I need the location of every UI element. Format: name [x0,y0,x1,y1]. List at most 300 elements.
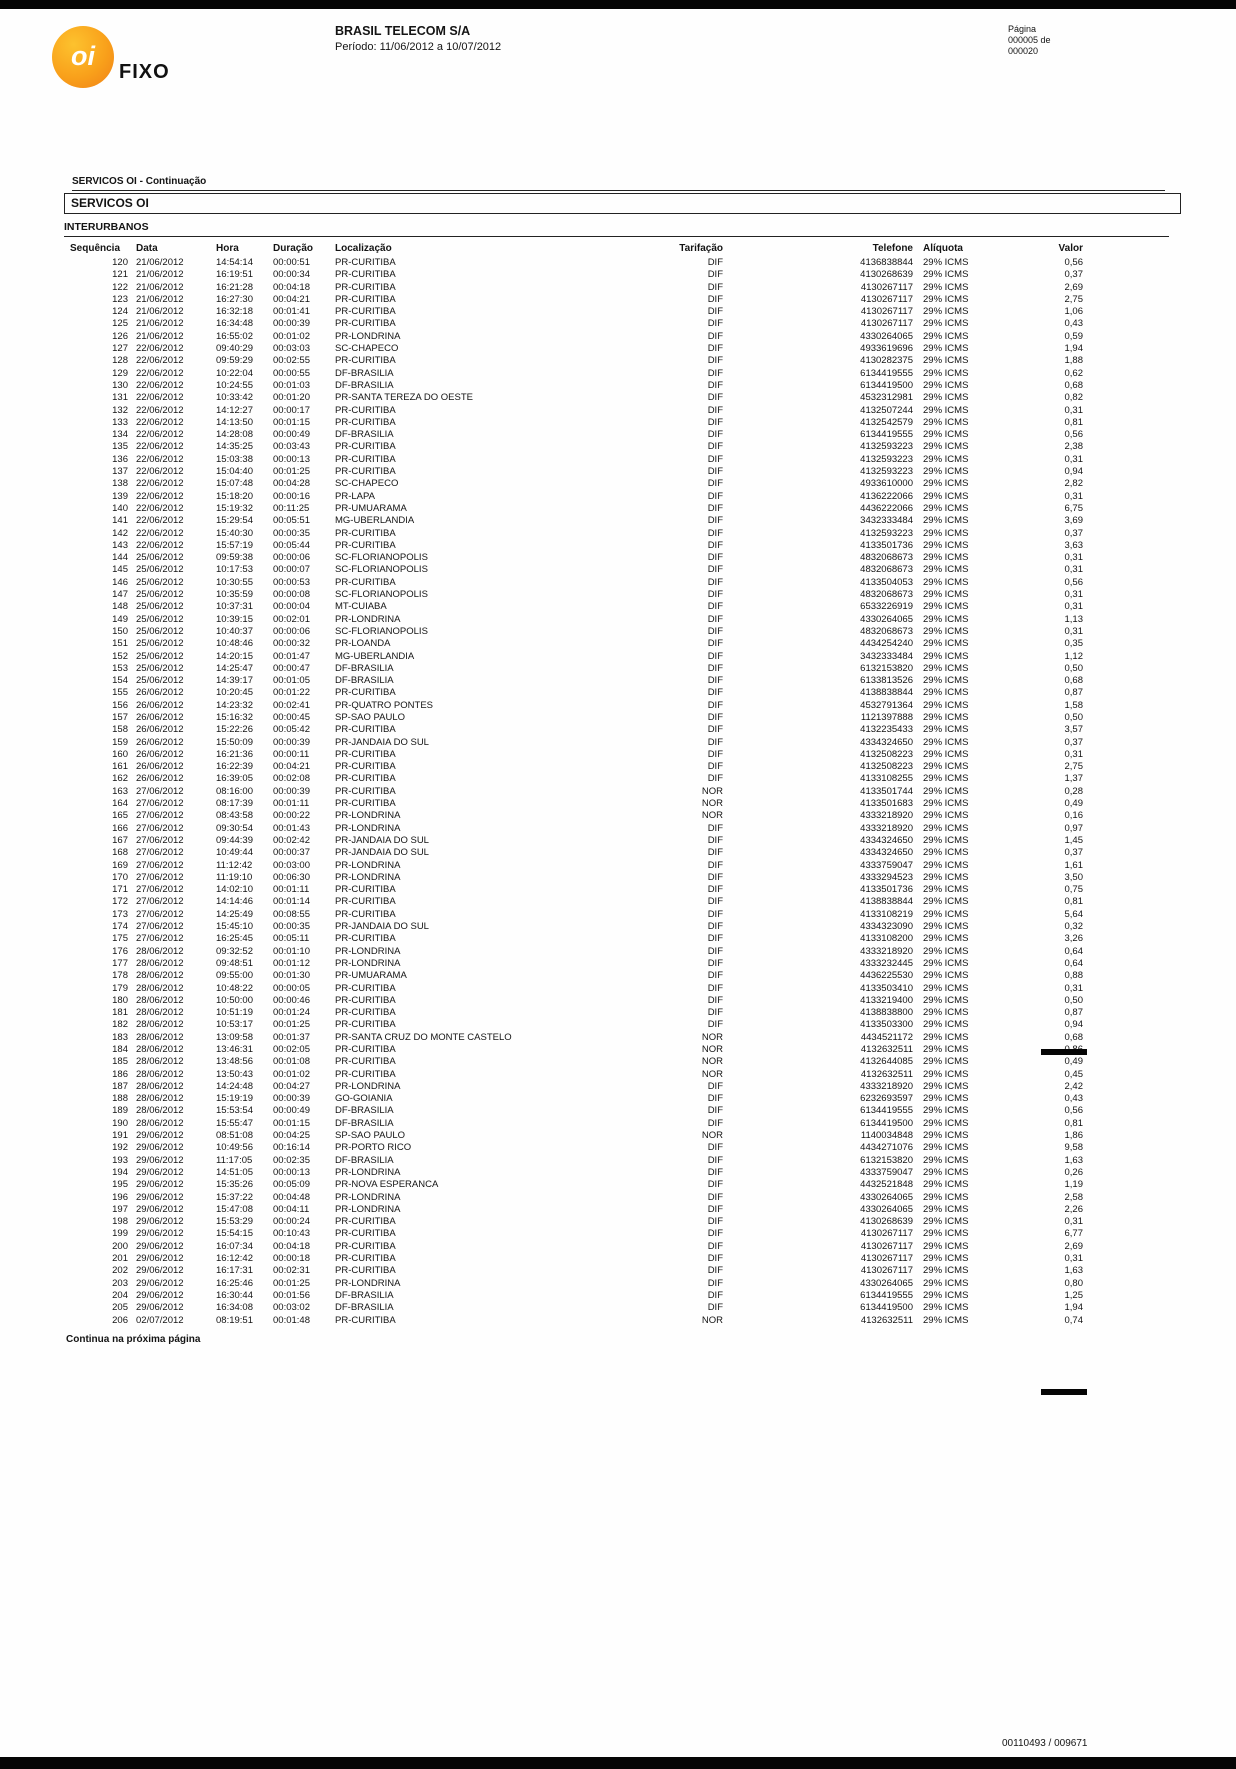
cell-localizacao: PR-CURITIBA [335,453,396,465]
cell-hora: 14:35:25 [216,441,253,453]
cell-localizacao: PR-CURITIBA [335,896,396,908]
cell-hora: 09:48:51 [216,957,253,969]
cell-valor: 2,75 [1064,761,1083,773]
cell-data: 29/06/2012 [136,1179,184,1191]
cell-duracao: 00:04:25 [273,1130,310,1142]
cell-tarifacao: NOR [701,785,723,797]
cell-duracao: 00:00:55 [273,367,310,379]
cell-aliquota: 29% ICMS [923,539,969,551]
cell-sequencia: 131 [112,392,128,404]
cell-hora: 16:21:36 [216,748,253,760]
cell-telefone: 4333218920 [860,822,913,834]
cell-hora: 14:23:32 [216,699,253,711]
cell-hora: 15:19:19 [216,1093,253,1105]
cell-sequencia: 206 [112,1314,128,1326]
cell-telefone: 4132632511 [860,1044,913,1055]
cell-aliquota: 29% ICMS [923,761,969,773]
cell-data: 28/06/2012 [136,1007,184,1019]
cell-aliquota: 29% ICMS [923,1068,969,1080]
table-row [66,896,1083,908]
cell-valor: 0,26 [1064,1166,1083,1178]
cell-hora: 10:49:56 [216,1142,253,1154]
cell-aliquota: 29% ICMS [923,527,969,539]
cell-telefone: 4132632511 [860,1068,913,1080]
cell-localizacao: PR-CURITIBA [335,281,396,293]
cell-tarifacao: DIF [707,970,723,982]
cell-data: 25/06/2012 [136,613,184,625]
cell-aliquota: 29% ICMS [923,1314,969,1326]
cell-localizacao: PR-LONDRINA [335,810,401,822]
table-row [66,564,1083,576]
cell-aliquota: 29% ICMS [923,1302,969,1314]
cell-sequencia: 141 [112,515,128,527]
cell-valor: 1,86 [1064,1130,1083,1142]
cell-valor: 0,68 [1064,379,1083,391]
cell-sequencia: 146 [112,576,128,588]
cell-data: 22/06/2012 [136,379,184,391]
cell-sequencia: 179 [112,982,128,994]
cell-duracao: 00:01:22 [273,687,310,699]
cell-data: 29/06/2012 [136,1265,184,1277]
cell-data: 25/06/2012 [136,638,184,650]
cell-tarifacao: DIF [707,552,723,564]
cell-hora: 16:55:02 [216,330,253,342]
cell-valor: 0,56 [1064,257,1083,268]
cell-sequencia: 180 [112,994,128,1006]
cell-tarifacao: NOR [701,1056,723,1068]
cell-data: 27/06/2012 [136,785,184,797]
cell-sequencia: 178 [112,970,128,982]
cell-aliquota: 29% ICMS [923,466,969,478]
table-row [66,466,1083,478]
cell-sequencia: 122 [112,281,128,293]
cell-hora: 16:12:42 [216,1253,253,1265]
table-row [66,835,1083,847]
cell-data: 27/06/2012 [136,834,184,846]
cell-aliquota: 29% ICMS [923,711,969,723]
cell-data: 22/06/2012 [136,367,184,379]
cell-data: 21/06/2012 [136,293,184,305]
cell-hora: 14:39:17 [216,675,253,687]
cell-valor: 0,50 [1064,711,1083,723]
cell-hora: 09:32:52 [216,945,253,957]
cell-aliquota: 29% ICMS [923,1044,969,1055]
cell-sequencia: 183 [112,1031,128,1043]
cell-valor: 0,31 [1064,552,1083,564]
cell-localizacao: PR-LONDRINA [335,945,401,957]
cell-sequencia: 123 [112,293,128,305]
cell-telefone: 1140034848 [860,1130,913,1142]
cell-valor: 6,75 [1064,502,1083,514]
cell-localizacao: PR-CURITIBA [335,994,396,1006]
continuation-footer: Continua na próxima página [66,1334,201,1345]
cell-valor: 0,31 [1064,1216,1083,1228]
cell-data: 29/06/2012 [136,1240,184,1252]
cell-tarifacao: DIF [707,392,723,404]
cell-valor: 0,37 [1064,527,1083,539]
cell-telefone: 4130267117 [860,1240,913,1252]
cell-duracao: 00:01:15 [273,1117,310,1129]
cell-duracao: 00:00:07 [273,564,310,576]
cell-sequencia: 167 [112,834,128,846]
cell-aliquota: 29% ICMS [923,699,969,711]
cell-aliquota: 29% ICMS [923,1019,969,1031]
cell-aliquota: 29% ICMS [923,601,969,613]
cell-valor: 0,49 [1064,798,1083,810]
cell-duracao: 00:01:25 [273,466,310,478]
table-row [66,306,1083,318]
cell-tarifacao: DIF [707,884,723,896]
cell-duracao: 00:01:25 [273,1277,310,1289]
cell-data: 29/06/2012 [136,1216,184,1228]
table-header-row [66,243,1083,257]
cell-data: 02/07/2012 [136,1314,184,1326]
cell-tarifacao: DIF [707,1265,723,1277]
cell-duracao: 00:10:43 [273,1228,310,1240]
cell-localizacao: DF-BRASILIA [335,1154,394,1166]
table-row [66,786,1083,798]
cell-tarifacao: DIF [707,515,723,527]
cell-data: 22/06/2012 [136,343,184,355]
cell-localizacao: PR-CURITIBA [335,1253,396,1265]
cell-hora: 15:03:38 [216,453,253,465]
cell-valor: 0,31 [1064,453,1083,465]
cell-data: 28/06/2012 [136,1019,184,1031]
cell-sequencia: 192 [112,1142,128,1154]
cell-localizacao: PR-UMUARAMA [335,502,407,514]
table-row [66,1179,1083,1191]
cell-valor: 0,31 [1064,625,1083,637]
cell-tarifacao: DIF [707,896,723,908]
calls-table-container [66,243,1083,1327]
cell-data: 29/06/2012 [136,1277,184,1289]
cell-tarifacao: DIF [707,1228,723,1240]
cell-localizacao: PR-SANTA TEREZA DO OESTE [335,392,473,404]
cell-aliquota: 29% ICMS [923,306,969,318]
cell-sequencia: 168 [112,847,128,859]
cell-hora: 08:43:58 [216,810,253,822]
table-row [66,946,1083,958]
cell-aliquota: 29% ICMS [923,945,969,957]
cell-telefone: 4832068673 [860,552,913,564]
table-row [66,405,1083,417]
cell-hora: 15:35:26 [216,1179,253,1191]
cell-hora: 16:21:28 [216,281,253,293]
cell-duracao: 00:00:11 [273,748,310,760]
cell-duracao: 00:00:39 [273,1093,310,1105]
cell-telefone: 4133504053 [860,576,913,588]
cell-duracao: 00:03:02 [273,1302,310,1314]
cell-aliquota: 29% ICMS [923,1179,969,1191]
table-row [66,380,1083,392]
cell-valor: 0,49 [1064,1056,1083,1068]
cell-data: 26/06/2012 [136,687,184,699]
cell-aliquota: 29% ICMS [923,367,969,379]
page-number: 000005 de [1008,35,1051,45]
section-title-box: SERVICOS OI [64,193,1181,214]
cell-telefone: 4132593223 [860,453,913,465]
cell-sequencia: 144 [112,552,128,564]
cell-localizacao: PR-LONDRINA [335,1203,401,1215]
cell-aliquota: 29% ICMS [923,1253,969,1265]
cell-tarifacao: DIF [707,257,723,268]
cell-duracao: 00:01:12 [273,957,310,969]
cell-tarifacao: DIF [707,527,723,539]
oi-logo [52,26,114,88]
cell-tarifacao: DIF [707,724,723,736]
cell-duracao: 00:01:30 [273,970,310,982]
cell-sequencia: 136 [112,453,128,465]
section-subtitle: INTERURBANOS [64,221,1169,237]
table-row [66,970,1083,982]
cell-valor: 2,42 [1064,1080,1083,1092]
cell-tarifacao: DIF [707,281,723,293]
cell-data: 22/06/2012 [136,392,184,404]
cell-tarifacao: DIF [707,1216,723,1228]
cell-data: 29/06/2012 [136,1191,184,1203]
cell-aliquota: 29% ICMS [923,1240,969,1252]
cell-duracao: 00:01:03 [273,379,310,391]
cell-sequencia: 164 [112,798,128,810]
cell-aliquota: 29% ICMS [923,330,969,342]
cell-localizacao: PR-CURITIBA [335,466,396,478]
cell-duracao: 00:02:42 [273,834,310,846]
cell-localizacao: PR-CURITIBA [335,1007,396,1019]
cell-valor: 1,94 [1064,1302,1083,1314]
cell-telefone: 4432521848 [860,1179,913,1191]
cell-data: 22/06/2012 [136,527,184,539]
cell-valor: 1,25 [1064,1289,1083,1301]
cell-aliquota: 29% ICMS [923,416,969,428]
cell-sequencia: 177 [112,957,128,969]
cell-valor: 0,50 [1064,994,1083,1006]
cell-telefone: 4133108200 [860,933,913,945]
cell-localizacao: SC-FLORIANOPOLIS [335,589,428,601]
cell-valor: 0,97 [1064,822,1083,834]
cell-localizacao: SC-CHAPECO [335,343,399,355]
cell-sequencia: 148 [112,601,128,613]
cell-valor: 0,45 [1064,1068,1083,1080]
cell-tarifacao: DIF [707,416,723,428]
cell-sequencia: 199 [112,1228,128,1240]
cell-sequencia: 198 [112,1216,128,1228]
cell-valor: 1,13 [1064,613,1083,625]
table-row [66,1315,1083,1327]
cell-localizacao: SP-SAO PAULO [335,1130,406,1142]
table-row [66,515,1083,527]
cell-tarifacao: DIF [707,318,723,330]
cell-hora: 16:17:31 [216,1265,253,1277]
cell-data: 21/06/2012 [136,269,184,281]
cell-telefone: 4330264065 [860,1203,913,1215]
cell-tarifacao: DIF [707,687,723,699]
cell-aliquota: 29% ICMS [923,392,969,404]
table-row [66,983,1083,995]
cell-hora: 14:02:10 [216,884,253,896]
cell-valor: 0,64 [1064,957,1083,969]
cell-tarifacao: NOR [701,1031,723,1043]
table-row [66,1142,1083,1154]
cell-valor: 0,74 [1064,1314,1083,1326]
cell-localizacao: PR-CURITIBA [335,687,396,699]
cell-data: 26/06/2012 [136,699,184,711]
cell-sequencia: 171 [112,884,128,896]
cell-hora: 16:25:46 [216,1277,253,1289]
cell-data: 25/06/2012 [136,662,184,674]
cell-telefone: 4933619696 [860,343,913,355]
cell-sequencia: 147 [112,589,128,601]
cell-localizacao: SC-CHAPECO [335,478,399,490]
cell-data: 22/06/2012 [136,539,184,551]
cell-sequencia: 190 [112,1117,128,1129]
cell-hora: 16:07:34 [216,1240,253,1252]
cell-aliquota: 29% ICMS [923,847,969,859]
cell-aliquota: 29% ICMS [923,662,969,674]
table-row [66,589,1083,601]
table-row [66,995,1083,1007]
cell-aliquota: 29% ICMS [923,1117,969,1129]
cell-data: 27/06/2012 [136,822,184,834]
cell-telefone: 4133501736 [860,884,913,896]
cell-duracao: 00:02:05 [273,1044,310,1055]
table-row [66,282,1083,294]
cell-telefone: 4330264065 [860,1277,913,1289]
cell-aliquota: 29% ICMS [923,589,969,601]
cell-sequencia: 170 [112,871,128,883]
table-row [66,921,1083,933]
table-row [66,1093,1083,1105]
cell-valor: 0,94 [1064,1019,1083,1031]
cell-telefone: 4333218920 [860,810,913,822]
table-row [66,392,1083,404]
cell-duracao: 00:08:55 [273,908,310,920]
cell-tarifacao: DIF [707,1203,723,1215]
cell-telefone: 6133813526 [860,675,913,687]
cell-data: 29/06/2012 [136,1302,184,1314]
cell-localizacao: PR-LONDRINA [335,822,401,834]
table-row [66,1105,1083,1117]
table-row [66,528,1083,540]
cell-telefone: 6533226919 [860,601,913,613]
cell-hora: 10:35:59 [216,589,253,601]
table-row [66,712,1083,724]
cell-duracao: 00:02:01 [273,613,310,625]
cell-telefone: 4832068673 [860,625,913,637]
cell-hora: 14:20:15 [216,650,253,662]
cell-telefone: 4130267117 [860,1253,913,1265]
cell-sequencia: 133 [112,416,128,428]
cell-localizacao: PR-CURITIBA [335,539,396,551]
cell-localizacao: PR-SANTA CRUZ DO MONTE CASTELO [335,1031,512,1043]
cell-localizacao: PR-LONDRINA [335,859,401,871]
cell-localizacao: PR-PORTO RICO [335,1142,412,1154]
table-row [66,540,1083,552]
cell-aliquota: 29% ICMS [923,675,969,687]
cell-valor: 0,81 [1064,416,1083,428]
cell-hora: 15:54:15 [216,1228,253,1240]
cell-telefone: 4132593223 [860,527,913,539]
cell-localizacao: PR-CURITIBA [335,1228,396,1240]
cell-localizacao: PR-LONDRINA [335,871,401,883]
cell-sequencia: 160 [112,748,128,760]
cell-tarifacao: DIF [707,269,723,281]
cell-hora: 08:51:08 [216,1130,253,1142]
cell-data: 22/06/2012 [136,478,184,490]
cell-hora: 15:53:54 [216,1105,253,1117]
cell-valor: 0,31 [1064,589,1083,601]
col-aliquota: Alíquota [923,243,963,254]
cell-telefone: 4133108255 [860,773,913,785]
cell-aliquota: 29% ICMS [923,921,969,933]
cell-sequencia: 128 [112,355,128,367]
cell-data: 26/06/2012 [136,761,184,773]
cell-telefone: 4130282375 [860,355,913,367]
cell-data: 27/06/2012 [136,847,184,859]
table-row [66,577,1083,589]
cell-data: 28/06/2012 [136,994,184,1006]
cell-tarifacao: DIF [707,1142,723,1154]
cell-telefone: 4133501736 [860,539,913,551]
cell-data: 29/06/2012 [136,1154,184,1166]
col-hora: Hora [216,243,239,254]
cell-sequencia: 166 [112,822,128,834]
cell-aliquota: 29% ICMS [923,933,969,945]
cell-aliquota: 29% ICMS [923,1228,969,1240]
cell-duracao: 00:00:35 [273,527,310,539]
cell-telefone: 4132542579 [860,416,913,428]
cell-hora: 14:24:48 [216,1080,253,1092]
cell-tarifacao: DIF [707,576,723,588]
cell-telefone: 4133108219 [860,908,913,920]
cell-aliquota: 29% ICMS [923,798,969,810]
cell-telefone: 4132593223 [860,441,913,453]
cell-valor: 3,50 [1064,871,1083,883]
cell-telefone: 6134419555 [860,367,913,379]
cell-sequencia: 188 [112,1093,128,1105]
cell-data: 29/06/2012 [136,1203,184,1215]
table-row [66,958,1083,970]
cell-data: 25/06/2012 [136,650,184,662]
cell-duracao: 00:02:08 [273,773,310,785]
cell-localizacao: DF-BRASILIA [335,1302,394,1314]
table-row [66,933,1083,945]
cell-tarifacao: DIF [707,502,723,514]
cell-valor: 0,87 [1064,687,1083,699]
cell-duracao: 00:00:39 [273,736,310,748]
cell-hora: 16:39:05 [216,773,253,785]
cell-localizacao: PR-CURITIBA [335,527,396,539]
cell-sequencia: 187 [112,1080,128,1092]
table-row [66,1228,1083,1240]
cell-telefone: 4334324650 [860,847,913,859]
cell-duracao: 00:05:09 [273,1179,310,1191]
cell-duracao: 00:00:13 [273,1166,310,1178]
cell-sequencia: 120 [112,257,128,268]
cell-telefone: 4132508223 [860,761,913,773]
cell-data: 22/06/2012 [136,490,184,502]
cell-hora: 08:16:00 [216,785,253,797]
table-row [66,1265,1083,1277]
col-localizacao: Localização [335,243,392,254]
cell-tarifacao: DIF [707,699,723,711]
cell-data: 25/06/2012 [136,564,184,576]
cell-sequencia: 162 [112,773,128,785]
header-center [335,24,501,53]
cell-localizacao: SC-FLORIANOPOLIS [335,564,428,576]
cell-tarifacao: DIF [707,1166,723,1178]
cell-tarifacao: DIF [707,453,723,465]
registration-mark [1041,1389,1087,1395]
